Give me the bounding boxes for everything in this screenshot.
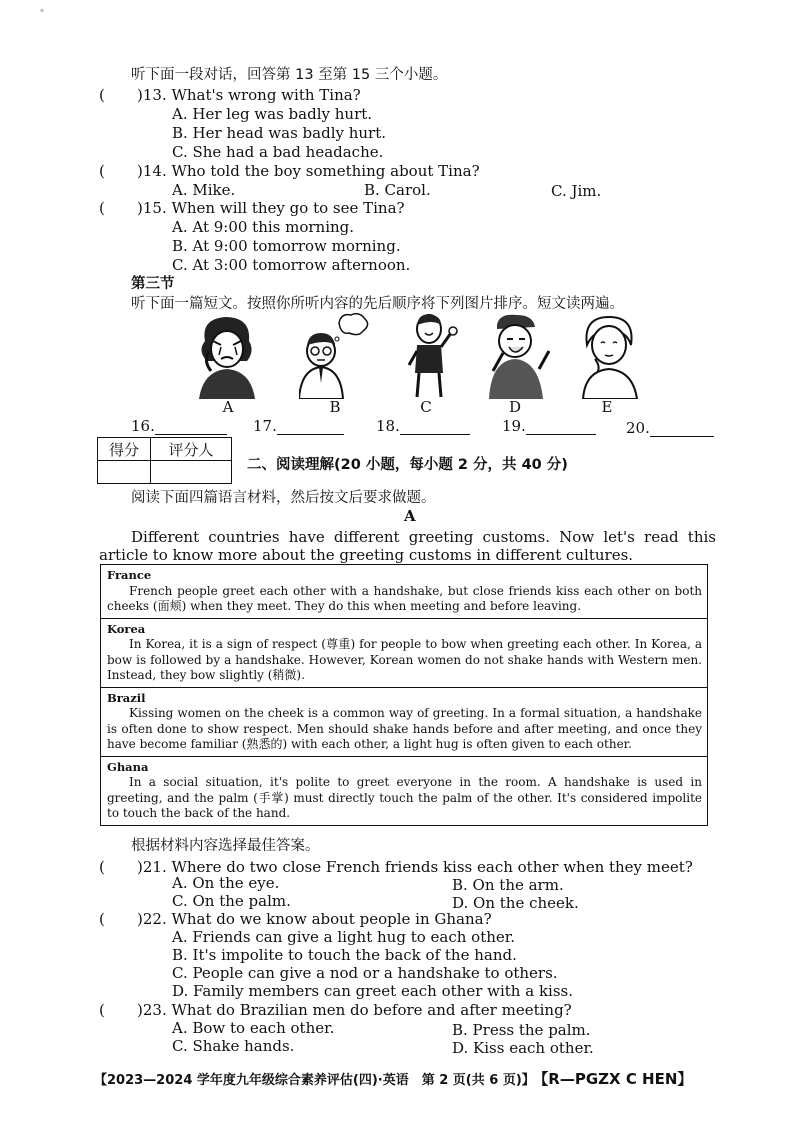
answer-paren: ( [99,199,105,217]
picture-e-girl-icon [575,311,647,399]
part-two-title: 二、阅读理解(20 小题，每小题 2 分，共 40 分) [247,457,568,473]
table-row [101,687,707,756]
option-22c: C. People can give a nod or a handshake to others. [172,964,558,982]
question-22: )22. What do we know about people in Ghana? [137,910,492,928]
greeting-customs-table [100,564,708,826]
picture-d-old-man-icon [483,311,555,399]
blank-number: 20. [626,419,650,437]
blank-number: 19. [502,417,526,435]
option-15a: A. At 9:00 this morning. [172,218,355,236]
score-table [97,437,232,484]
option-22b: B. It's impolite to touch the back of the hand. [172,946,517,964]
country-name: Korea [107,621,146,636]
answer-paren: ( [99,1001,105,1019]
score-cell[interactable] [98,461,151,484]
option-23d: D. Kiss each other. [452,1039,594,1057]
reading-instruction: 阅读下面四篇语言材料，然后按文后要求做题。 [131,490,436,506]
footer-code: 【R—PGZX C HEN】 [540,1070,693,1088]
option-21b: B. On the arm. [452,876,564,894]
option-15b: B. At 9:00 tomorrow morning. [172,237,401,255]
picture-label-c: C [420,398,432,416]
question-14: )14. Who told the boy something about Tina? [137,162,480,180]
country-text: In a social situation, it's polite to greet everyone in the room. A handshake is used in greeting, and the palm (手掌) must directly touch the palm of the other. It's considered impolite to touch the back of the hand. [107,775,702,820]
option-21d: D. On the cheek. [452,894,579,912]
table-row [101,756,707,825]
question-15: )15. When will they go to see Tina? [137,199,405,217]
page-footer [94,1068,692,1089]
country-text: French people greet each other with a handshake, but close friends kiss each other on both cheeks (面颊) when they meet. They do this when meeting and before leaving. [107,583,702,613]
country-name: Brazil [107,690,146,705]
option-14b: B. Carol. [364,181,431,199]
blank-16[interactable] [131,417,227,435]
passage-intro: Different countries have different greeting customs. Now let's read this article to know more about the greeting customs in different cultures. [99,528,716,564]
picture-label-a: A [222,398,234,416]
picture-label-d: D [508,398,522,416]
country-text: Kissing women on the cheek is a common way of greeting. In a formal situation, a handshake is often done to show respect. Men should shake hands before and after meeting, and once they have become familiar (熟悉的) with each other, a light hug is often given to each other. [107,706,702,751]
option-22d: D. Family members can greet each other with a kiss. [172,982,573,1000]
picture-c-waving-boy-icon [399,311,471,399]
option-13c: C. She had a bad headache. [172,143,384,161]
option-23b: B. Press the palm. [452,1021,591,1039]
option-21c: C. On the palm. [172,892,291,910]
country-text: In Korea, it is a sign of respect (尊重) for people to bow when greeting each other. In Korea, a bow is followed by a handshake. However, Korean women do not shake hands with Western men. Instead, they bow slightly (稍微). [107,637,702,682]
blank-17[interactable] [253,417,344,435]
blank-20[interactable] [626,419,714,437]
option-13b: B. Her head was badly hurt. [172,124,387,142]
question-13: )13. What's wrong with Tina? [137,86,361,104]
table-row [101,565,707,618]
table-row [101,618,707,687]
blank-number: 18. [376,417,400,435]
footer-text: 【2023—2024 学年度九年级综合素养评估(四)·英语 第 2 页(共 6 页)】 [94,1073,535,1088]
option-23c: C. Shake hands. [172,1037,295,1055]
blank-number: 16. [131,417,155,435]
answer-paren: ( [99,910,105,928]
section-title: 第三节 [131,276,175,292]
listening-instruction: 听下面一段对话，回答第 13 至第 15 三个小题。 [131,67,448,83]
country-name: France [107,568,152,582]
answer-paren: ( [99,86,105,104]
option-21a: A. On the eye. [172,874,280,892]
choose-instruction: 根据材料内容选择最佳答案。 [131,838,320,854]
picture-label-e: E [601,398,613,416]
picture-a-crying-person-icon [191,311,263,399]
picture-b-thinking-boy-icon [299,311,371,399]
grader-header: 评分人 [151,438,232,461]
grader-cell[interactable] [151,461,232,484]
option-23a: A. Bow to each other. [172,1019,335,1037]
option-22a: A. Friends can give a light hug to each other. [172,928,516,946]
question-21: )21. Where do two close French friends kiss each other when they meet? [137,858,693,876]
answer-paren: ( [99,858,105,876]
option-14c: C. Jim. [551,182,602,200]
country-name: Ghana [107,759,149,774]
option-14a: A. Mike. [172,181,236,199]
blank-18[interactable] [376,417,470,435]
blank-number: 17. [253,417,277,435]
score-header: 得分 [98,438,151,461]
blank-19[interactable] [502,417,596,435]
section-instruction: 听下面一篇短文。按照你所听内容的先后顺序将下列图片排序。短文读两遍。 [131,296,624,312]
picture-label-b: B [329,398,341,416]
option-13a: A. Her leg was badly hurt. [172,105,373,123]
passage-label: A [404,507,416,525]
question-23: )23. What do Brazilian men do before and after meeting? [137,1001,572,1019]
corner-mark: * [40,8,44,17]
answer-paren: ( [99,162,105,180]
option-15c: C. At 3:00 tomorrow afternoon. [172,256,411,274]
